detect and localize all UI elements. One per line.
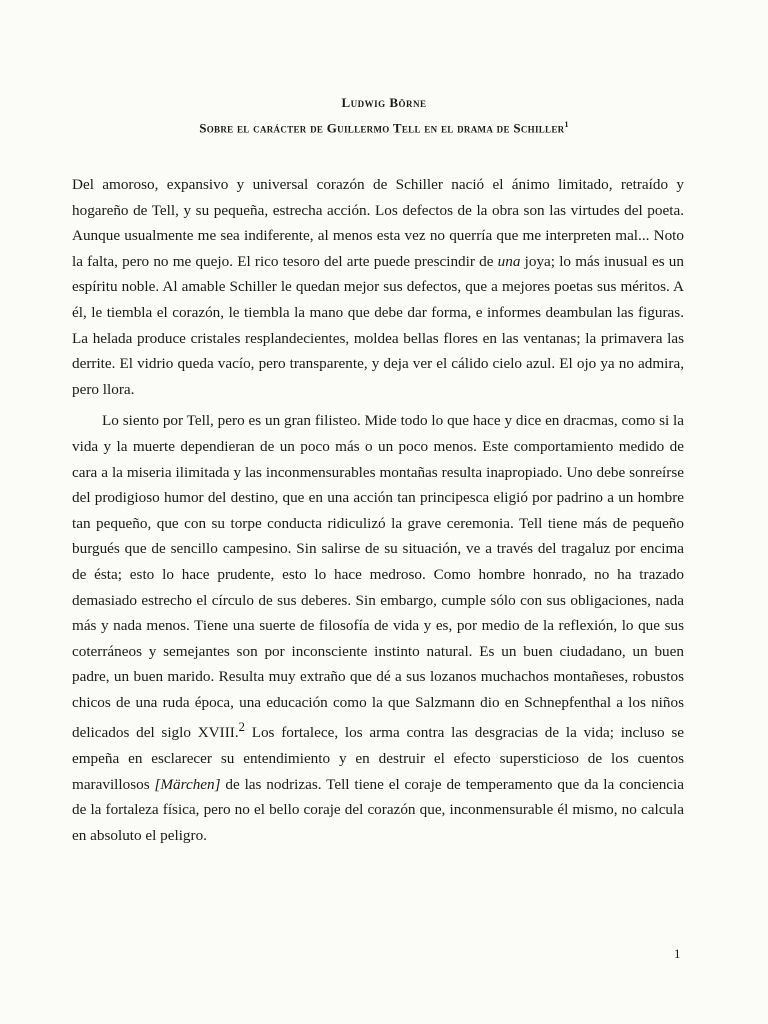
paragraph-1 <box>72 172 684 402</box>
paragraph-2-part-b: Los fortalece, los arma contra las desgracias de la vida; incluso se empeña en esclarecer su entendimiento y en destruir el efecto supersticioso de los cuentos maravillosos <box>72 724 684 793</box>
paragraph-2-part-a: Lo siento por Tell, pero es un gran filisteo. Mide todo lo que hace y dice en dracmas, como si la vida y la muerte dependieran de un poco más o un poco menos. Este comportamiento medido de cara a la miseria ilimitada y las inconmensurables montañas resulta inapropiado. Uno debe sonreírse del prodigioso humor del destino, que en una acción tan principesca eligió por padrino a un hombre tan pequeño, que con su torpe conducta ridiculizó la grave ceremonia. Tell tiene más de pequeño burgués que de sencillo campesino. Sin salirse de su situación, ve a través del tragaluz por encima de ésta; esto lo hace prudente, esto lo hace medroso. Como hombre honrado, no ha trazado demasiado estrecho el círculo de sus deberes. Sin embargo, cumple sólo con sus obligaciones, nada más y nada menos. Tiene una suerte de filosofía de vida y es, por medio de la reflexión, lo que sus coterráneos y semejantes son por inconsciente instinto natural. Es un buen ciudadano, un buen padre, un buen marido. Resulta muy extraño que dé a sus lozanos muchachos montañeses, robustos chicos de una ruda época, una educación como la que Salzmann dio en Schnepfenthal a los niños delicados del siglo XVIII. <box>72 412 684 742</box>
paragraph-1-part-a: Del amoroso, expansivo y universal corazón de Schiller nació el ánimo limitado, retraído y hogareño de Tell, y su pequeña, estrecha acción. Los defectos de la obra son las virtudes del poeta. Aunque usualmente me sea indiferente, al menos esta vez no querría que me interpreten mal... Noto la falta, pero no me quejo. El rico tesoro del arte puede prescindir de <box>72 176 684 270</box>
paragraph-2-part-d: de las nodrizas. Tell tiene el coraje de temperamento que da la conciencia de la fortaleza física, pero no el bello coraje del corazón que, inconmensurable él mismo, no calcula en absoluto el peligro. <box>72 775 684 844</box>
paragraph-1-part-c: joya; lo más inusual es un espíritu noble. Al amable Schiller le quedan mejor sus defectos, que a mejores poetas sus méritos. A él, le tiembla el corazón, le tiembla la mano que debe dar forma, e informes deambulan las figuras. La helada produce cristales resplandecientes, moldea bellas flores en las ventanas; la primavera las derrite. El vidrio queda vacío, pero transparente, y deja ver el cálido cielo azul. El ojo ya no admira, pero llora. <box>72 252 684 398</box>
footnote-mark: 1 <box>564 120 569 129</box>
author-name: Ludwig Börne <box>341 95 427 110</box>
paragraph-2 <box>72 408 684 848</box>
body-text <box>72 172 684 849</box>
essay-title-text: Sobre el carácter de Guillermo Tell en el drama de Schiller <box>199 120 565 136</box>
paragraph-1-italic: una <box>497 252 521 270</box>
essay-title <box>0 120 768 136</box>
paragraph-2-italic: [Märchen] <box>154 775 221 793</box>
paragraph-2-footnote: 2 <box>238 720 245 735</box>
page-number: 1 <box>674 946 681 961</box>
